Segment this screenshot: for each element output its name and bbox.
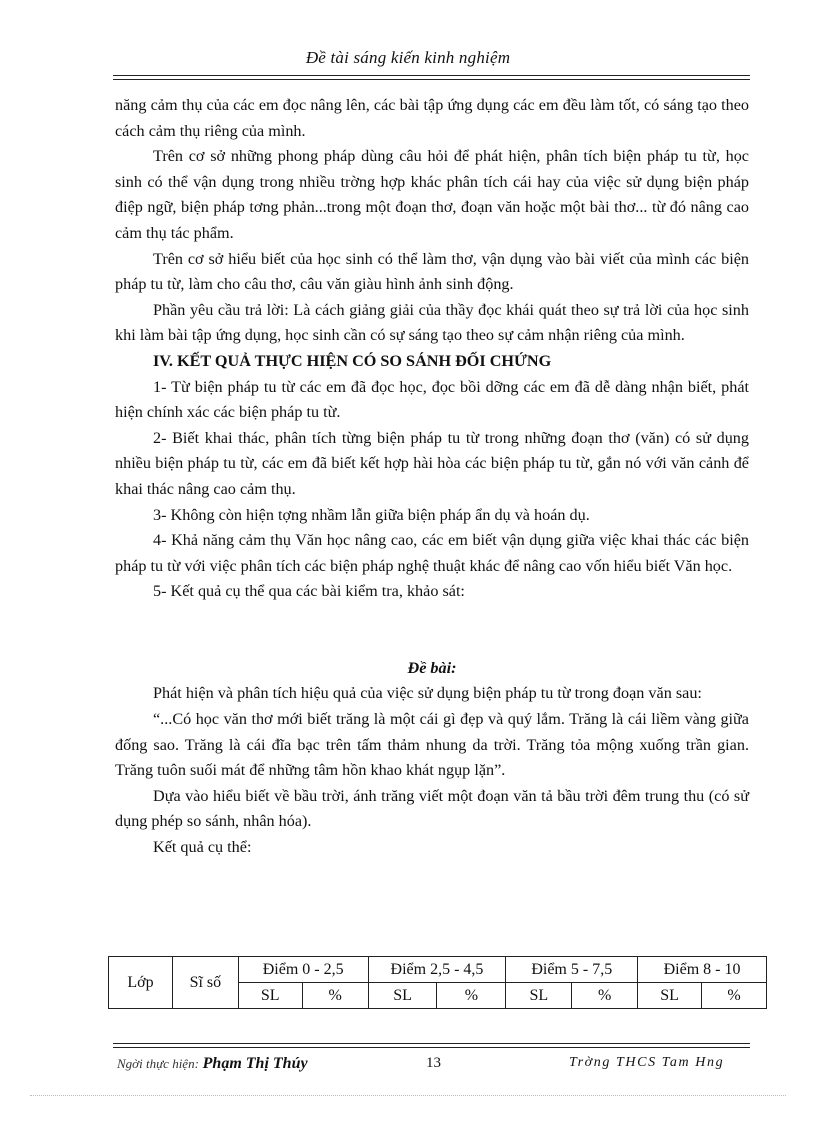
paragraph: Trên cơ sở những phong pháp dùng câu hỏi để phát hiện, phân tích biện pháp tu từ, học sinh có thể vận dụng trong nhiều trờng hợp khác phân tích cái hay của việc sử dụng biện pháp điệp ngữ, biện pháp tơng phản...trong một đoạn thơ, đoạn văn hoặc một bài thơ... từ đó nâng cao cảm thụ tác phẩm. [115,147,749,242]
exercise-title: Đề bài: [407,658,457,677]
header-cell-sl: SL [638,983,702,1009]
header-cell-score-group: Điểm 2,5 - 4,5 [368,957,506,983]
header-cell-sl: SL [506,983,572,1009]
paragraph: Phần yêu cầu trả lời: Là cách giảng giải của thầy đọc khái quát theo sự trả lời của học sinh khi làm bài tập ứng dụng, học sinh cần có sự sáng tạo theo sự cảm nhận riêng của mình. [115,300,749,345]
header-cell-score-group: Điểm 0 - 2,5 [238,957,368,983]
header-cell-score-group: Điểm 5 - 7,5 [506,957,638,983]
paragraph: Dựa vào hiểu biết về bầu trời, ánh trăng viết một đoạn văn tả bầu trời đêm trung thu (có sử dụng phép so sánh, nhân hóa). [115,786,749,831]
header-cell-pct: % [302,983,368,1009]
header-cell-pct: % [572,983,638,1009]
table-header-row [109,957,767,983]
results-table [108,956,767,1009]
section-heading: IV. KẾT QUẢ THỰC HIỆN CÓ SO SÁNH ĐỐI CHỨNG [153,351,552,370]
paragraph: Kết quả cụ thể: [153,838,252,857]
page-footer [0,1055,816,1079]
footer-author-label: Ngời thực hiện: [117,1056,199,1071]
header-cell-sl: SL [238,983,302,1009]
header-cell-sl: SL [368,983,437,1009]
page-edge-divider [30,1095,786,1096]
footer-school: Trờng THCS Tam Hng [569,1055,725,1070]
paragraph: 4- Khả năng cảm thụ Văn học nâng cao, các em biết vận dụng giữa việc khai thác các biện pháp tu từ với việc phân tích các biện pháp nghệ thuật khác để nâng cao vốn hiểu biết Văn học. [115,531,749,575]
paragraph: Trên cơ sở hiểu biết của học sinh có thể làm thơ, vận dụng vào bài viết của mình các biện pháp tu từ, làm cho câu thơ, câu văn giàu hình ảnh sinh động. [115,249,749,294]
header-cell-pct: % [702,983,767,1009]
header-rule-top [113,75,750,76]
footer-rule-bottom [113,1047,750,1048]
footer-author-name: Phạm Thị Thúy [202,1055,308,1072]
header-rule-bottom [113,79,750,80]
footer-rule-top [113,1043,750,1044]
body-text [115,93,749,861]
header-cell-size: Sĩ số [172,957,238,1009]
page-number: 13 [426,1055,441,1071]
footer-author [117,1055,308,1073]
paragraph: 2- Biết khai thác, phân tích từng biện pháp tu từ trong những đoạn thơ (văn) có sử dụng nhiều biện pháp tu từ, các em đã biết kết hợp hài hòa các biện pháp tu từ, gắn nó với văn cảnh để khai thác nâng cao cảm thụ. [115,428,749,498]
quoted-passage: “...Có học văn thơ mới biết trăng là một cái gì đẹp và quý lắm. Trăng là cái liềm vàng giữa đống sao. Trăng là cái đĩa bạc trên tấm thảm nhung da trời. Trăng tỏa mộng xuống trần gian. Trăng tuôn suối mát để những tâm hồn khao khát ngụp lặn”. [115,710,749,780]
paragraph: 1- Từ biện pháp tu từ các em đã đọc học, đọc bồi dỡng các em đã dễ dàng nhận biết, phát hiện chính xác các biện pháp tu từ. [115,377,749,422]
spacer [115,605,749,656]
paragraph: năng cảm thụ của các em đọc nâng lên, các bài tập ứng dụng các em đều làm tốt, có sáng tạo theo cách cảm thụ riêng của mình. [115,96,749,140]
paragraph: Phát hiện và phân tích hiệu quả của việc sử dụng biện pháp tu từ trong đoạn văn sau: [153,684,702,703]
paragraph: 5- Kết quả cụ thể qua các bài kiểm tra, khảo sát: [153,582,465,601]
page-header-title: Đề tài sáng kiến kinh nghiệm [305,48,511,67]
header-cell-score-group: Điểm 8 - 10 [638,957,767,983]
paragraph: 3- Không còn hiện tợng nhầm lẫn giữa biện pháp ẩn dụ và hoán dụ. [153,505,590,524]
header-cell-class: Lớp [109,957,173,1009]
header-cell-pct: % [437,983,506,1009]
